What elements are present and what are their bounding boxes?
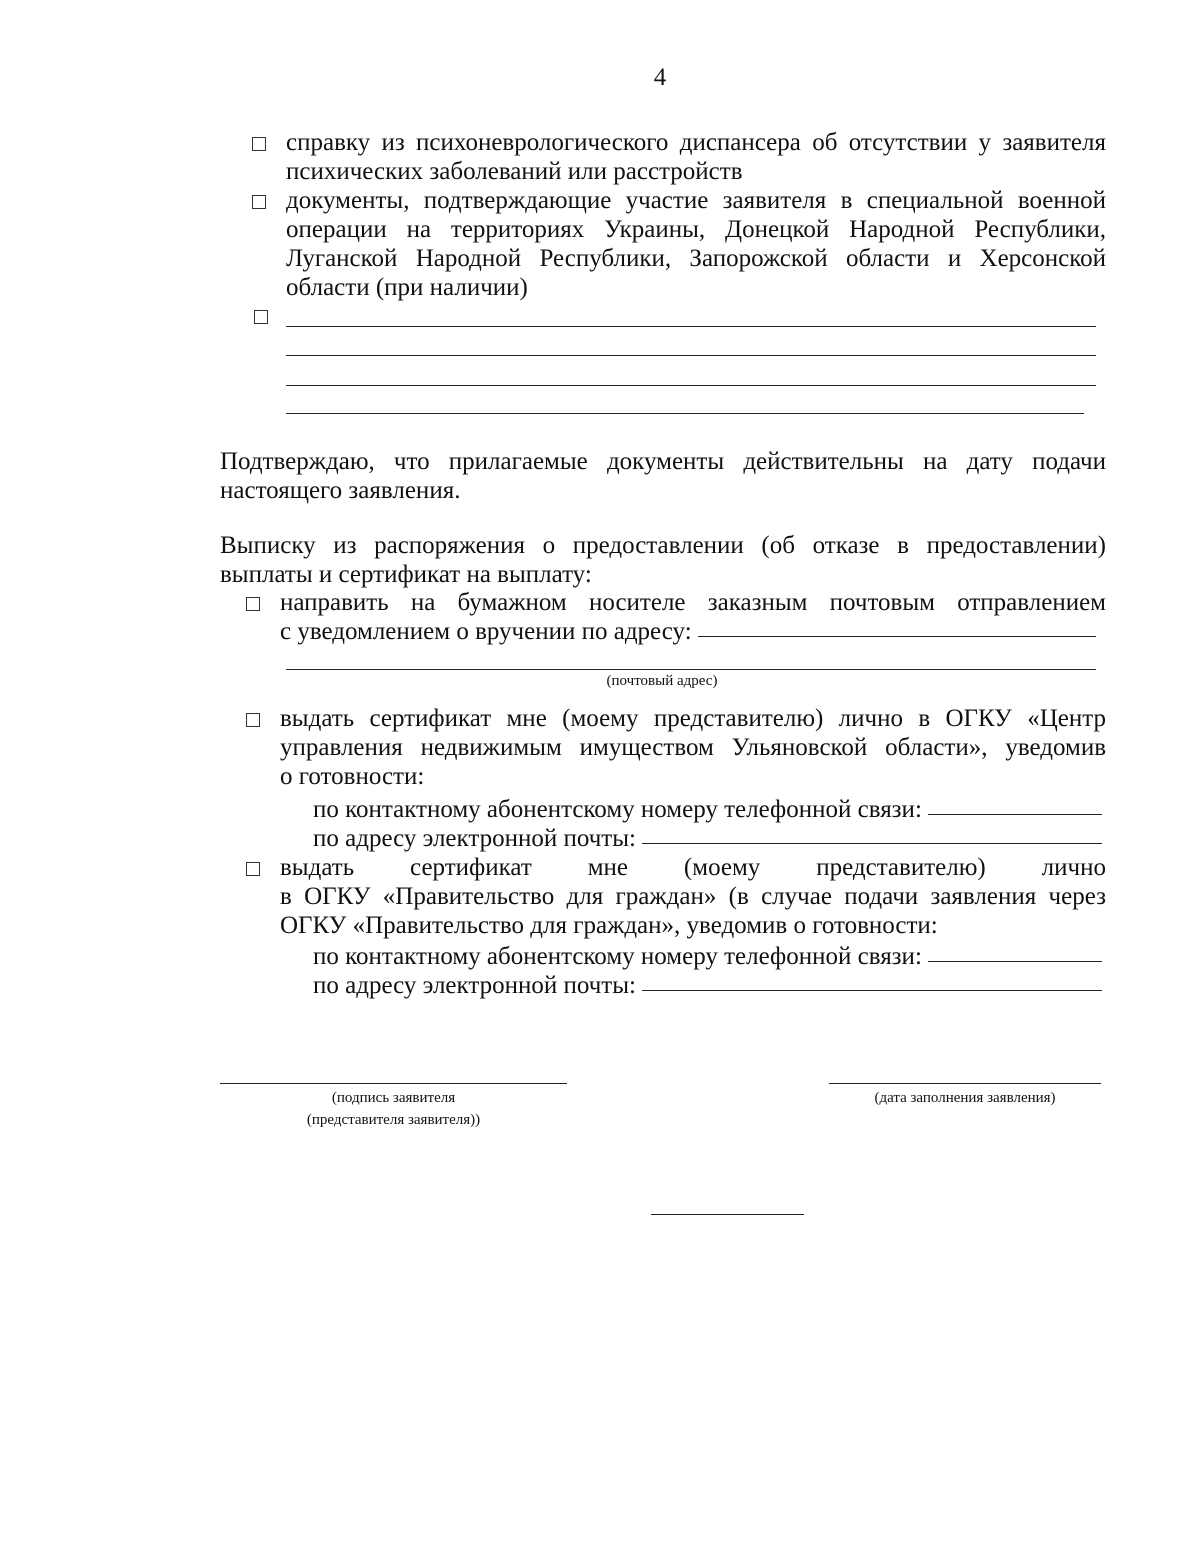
other-document-field-line-4[interactable]: [286, 413, 1084, 414]
item-svo-line-4: области (при наличии): [286, 274, 528, 301]
gov-option-line-2: в ОГКУ «Правительство для граждан» (в случае подачи заявления через: [280, 883, 1106, 910]
gov-phone-field[interactable]: [928, 961, 1102, 962]
checkbox-issue-at-gov[interactable]: [246, 862, 260, 876]
checkbox-psych-certificate[interactable]: [252, 137, 266, 151]
center-phone-row: [313, 795, 1102, 824]
closing-separator: [651, 1214, 804, 1215]
checkbox-issue-at-center[interactable]: [246, 713, 260, 727]
gov-phone-row: [313, 942, 1102, 971]
gov-email-row: [313, 971, 1102, 1000]
signature-caption-2: (представителя заявителя)): [306, 1112, 481, 1128]
date-caption: (дата заполнения заявления): [874, 1090, 1056, 1106]
center-email-field[interactable]: [642, 843, 1102, 844]
extract-intro-line-1: Выписку из распоряжения о предоставлении (об отказе в предоставлении): [220, 532, 1106, 559]
gov-email-label: по адресу электронной почты:: [313, 972, 636, 999]
center-option-line-1: выдать сертификат мне (моему представителю) лично в ОГКУ «Центр: [280, 705, 1106, 732]
center-option-line-3: о готовности:: [280, 763, 425, 790]
checkbox-send-by-mail[interactable]: [246, 597, 260, 611]
center-phone-label: по контактному абонентскому номеру телефонной связи:: [313, 796, 922, 823]
gov-word-3: мне: [587, 854, 628, 881]
gov-email-field[interactable]: [642, 990, 1102, 991]
gov-word-2: сертификат: [410, 854, 532, 881]
mail-address-label: с уведомлением о вручении по адресу:: [280, 618, 692, 645]
center-phone-field[interactable]: [928, 814, 1102, 815]
other-document-field-line-2[interactable]: [286, 355, 1096, 356]
checkbox-svo-documents[interactable]: [252, 195, 266, 209]
item-svo-line-3: Луганской Народной Республики, Запорожской области и Херсонской: [286, 245, 1106, 272]
mail-option-line-2: [280, 617, 1096, 646]
postal-address-caption: (почтовый адрес): [606, 673, 718, 689]
item-svo-line-2: операции на территориях Украины, Донецкой Народной Республики,: [286, 216, 1106, 243]
checkbox-other-document[interactable]: [254, 310, 268, 324]
center-email-label: по адресу электронной почты:: [313, 825, 636, 852]
center-option-line-2: управления недвижимым имуществом Ульяновской области», уведомив: [280, 734, 1106, 761]
date-field[interactable]: [829, 1083, 1101, 1084]
gov-word-5: представителю): [816, 854, 986, 881]
item-svo-line-1: документы, подтверждающие участие заявителя в специальной военной: [286, 187, 1106, 214]
gov-option-line-3: ОГКУ «Правительство для граждан», уведомив о готовности:: [280, 912, 938, 939]
confirmation-line-1: Подтверждаю, что прилагаемые документы действительны на дату подачи: [220, 448, 1106, 475]
other-document-field-line-1[interactable]: [286, 326, 1096, 327]
center-email-row: [313, 824, 1102, 853]
extract-intro-line-2: выплаты и сертификат на выплату:: [220, 561, 592, 588]
confirmation-line-2: настоящего заявления.: [220, 477, 461, 504]
page-number: 4: [653, 64, 667, 91]
gov-phone-label: по контактному абонентскому номеру телефонной связи:: [313, 943, 922, 970]
signature-caption-1: (подпись заявителя: [331, 1090, 456, 1106]
gov-word-1: выдать: [280, 854, 355, 881]
mail-option-line-1: направить на бумажном носителе заказным почтовым отправлением: [280, 589, 1106, 616]
item-psych-line-2: психических заболеваний или расстройств: [286, 158, 743, 185]
gov-word-4: (моему: [683, 854, 761, 881]
item-psych-line-1: справку из психоневрологического диспансера об отсутствии у заявителя: [286, 129, 1106, 156]
gov-option-line-1: [280, 853, 1106, 882]
postal-address-field[interactable]: [286, 669, 1096, 670]
signature-field[interactable]: [220, 1083, 567, 1084]
other-document-field-line-3[interactable]: [286, 385, 1096, 386]
mail-address-field[interactable]: [698, 636, 1096, 637]
gov-word-6: лично: [1041, 854, 1106, 881]
